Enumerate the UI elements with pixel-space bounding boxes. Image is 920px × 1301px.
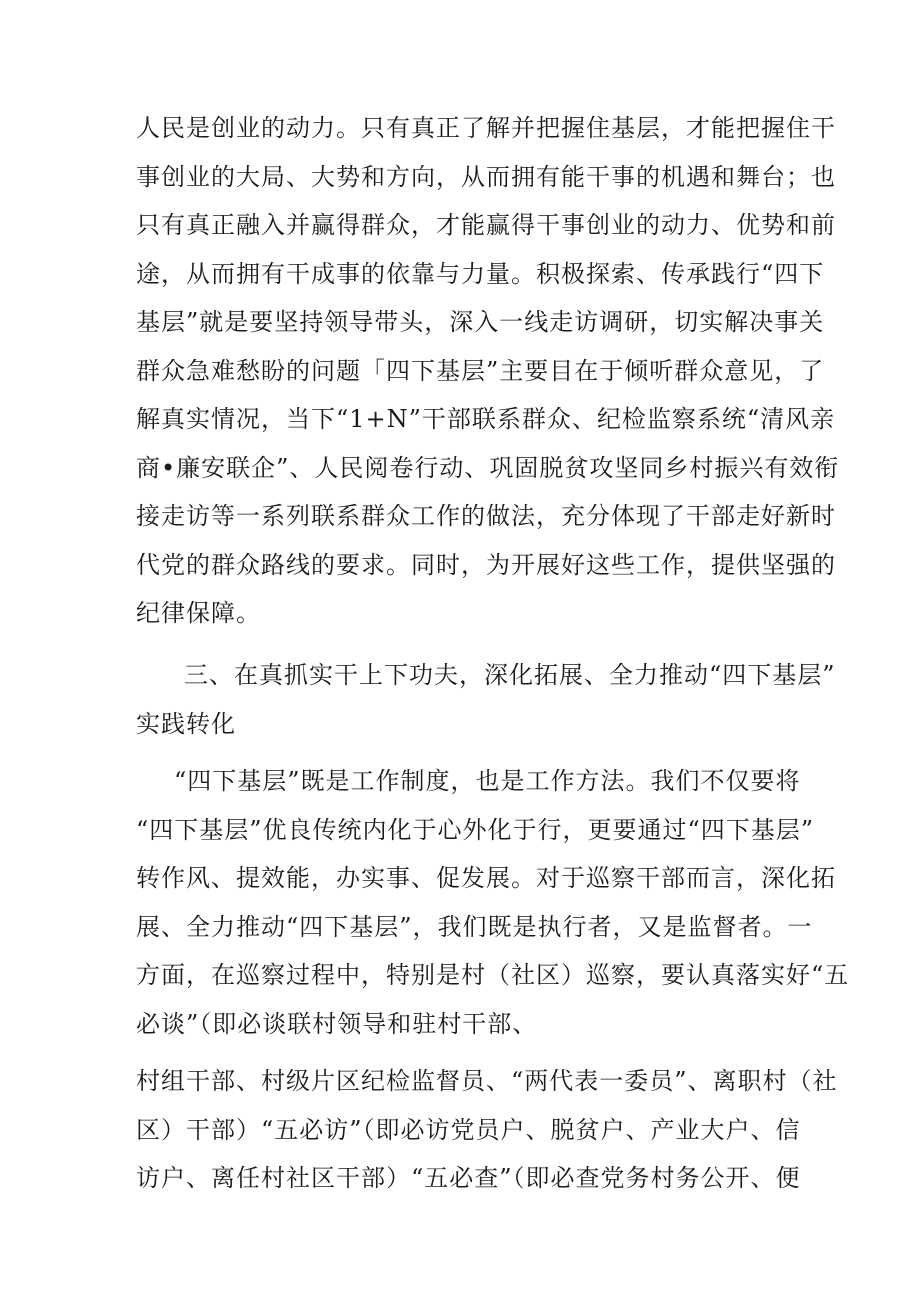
text-line: 途，从而拥有干成事的依靠与力量。积极探索、传承践行“四下: [136, 259, 825, 288]
text-line: 人民是创业的动力。只有真正了解并把握住基层，才能把握住干: [136, 114, 836, 142]
text-line: 展、全力推动“四下基层”，我们既是执行者，又是监督者。一: [136, 912, 813, 941]
text-line: 基层”就是要坚持领导带头，深入一线走访调研，切实解决事关: [136, 308, 825, 336]
text-line: 群众急难愁盼的问题「四下基层”主要目在于倾听群众意见，了: [136, 356, 825, 385]
text-line: 只有真正融入并赢得群众，才能赢得干事创业的动力、优势和前: [136, 211, 836, 239]
text-line: 区）干部）“五必访”（即必访党员户、脱贫户、产业大户、信: [136, 1115, 801, 1144]
paragraph-main: [136, 757, 850, 1048]
text-line: “四下基层”优良传统内化于心外化于行，更要通过“四下基层”: [136, 815, 815, 844]
text-line: 访户、离任村社区干部）“五必查”（即必查党务村务公开、便: [136, 1164, 801, 1192]
heading-line: 实践转化: [136, 709, 236, 738]
text-line: 方面，在巡察过程中，特别是村（社区）巡察，要认真落实好“五: [136, 961, 850, 989]
text-line: 村组干部、村级片区纪检监督员、“两代表一委员”、离职村（社: [136, 1067, 838, 1095]
text-line: 转作风、提效能，办实事、促发展。对于巡察干部而言，深化拓: [136, 864, 836, 892]
text-line: 代党的群众路线的要求。同时，为开展好这些工作，提供坚强的: [136, 550, 836, 579]
paragraph-continuation: [136, 104, 840, 638]
heading-line: 三、在真抓实干上下功夫，深化拓展、全力推动“四下基层”: [184, 661, 836, 689]
section-heading: [136, 651, 836, 748]
paragraph-tail: [136, 1057, 838, 1203]
text-line: 商•廉安联企”、人民阅卷行动、巩固脱贫攻坚同乡村振兴有效衔: [136, 453, 840, 482]
text-line: 必谈”（即必谈联村领导和驻村干部、: [136, 1009, 538, 1038]
text-line: “四下基层”既是工作制度，也是工作方法。我们不仅要将: [174, 767, 801, 795]
text-line: 纪律保障。: [136, 599, 261, 627]
text-line: 事创业的大局、大势和方向，从而拥有能干事的机遇和舞台；也: [136, 162, 836, 191]
text-line: 接走访等一系列联系群众工作的做法，充分体现了干部走好新时: [136, 502, 836, 530]
text-line: 解真实情况，当下“1+N”干部联系群众、纪检监察系统“清风亲: [136, 405, 836, 433]
